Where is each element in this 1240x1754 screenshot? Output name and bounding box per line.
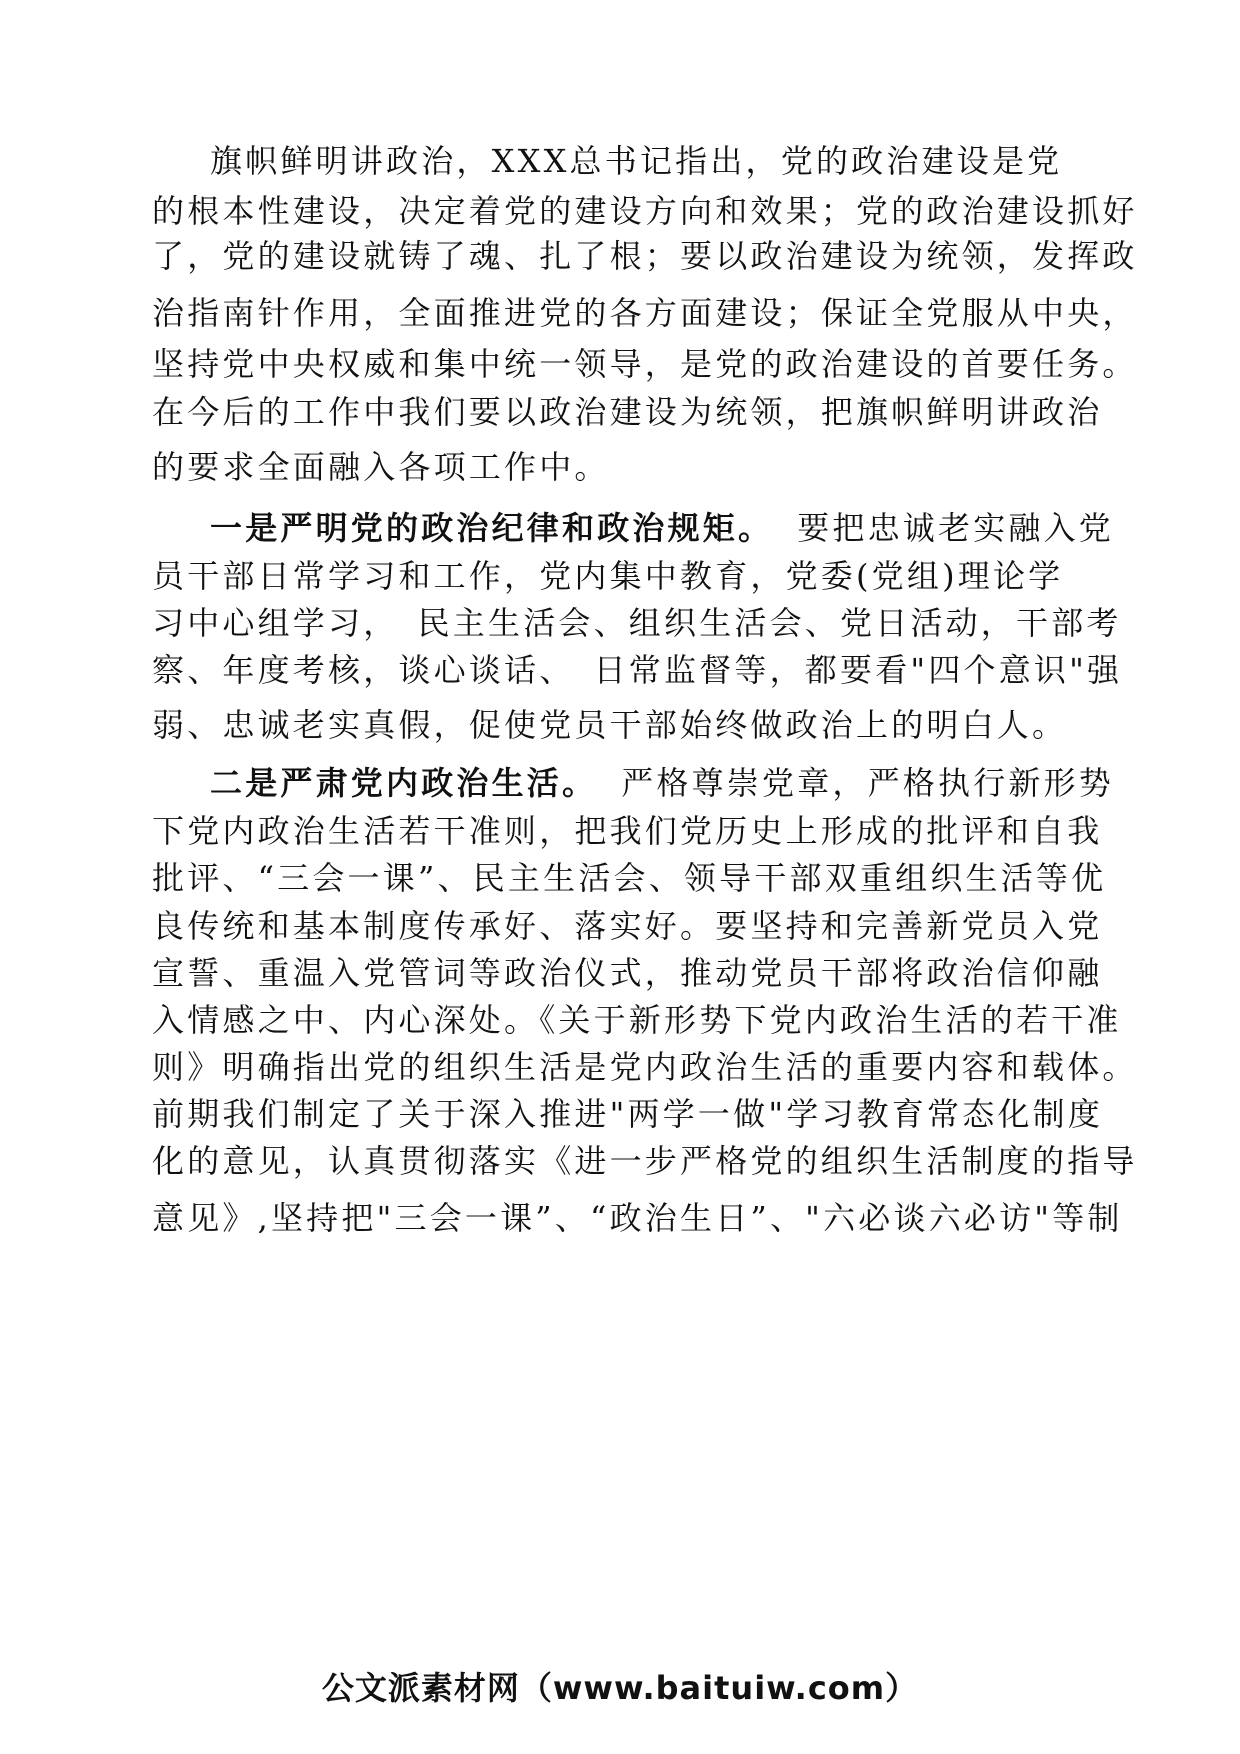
paragraph-3-line-9: 化的意见，认真贯彻落实《进一步严格党的组织生活制度的指导 [152,1142,1138,1180]
paragraph-3-line-5: 宣誓、重温入党管词等政治仪式，推动党员干部将政治信仰融 [152,954,1103,992]
paragraph-1-line-6: 在今后的工作中我们要以政治建设为统领，把旗帜鲜明讲政治 [152,393,1103,431]
paragraph-3-line-3: 批评、“三会一课”、民主生活会、领导干部双重组织生活等优 [152,859,1107,897]
section-heading-1: 一是严明党的政治纪律和政治规矩。 [210,509,774,547]
paragraph-1-line-2: 的根本性建设，决定着党的建设方向和效果；党的政治建设抓好 [152,192,1138,230]
paragraph-3-line-1 [210,763,1114,803]
paragraph-3-line-10: 意见》,坚持把"三会一课”、“政治生日”、"六必谈六必访"等制 [152,1199,1123,1237]
paragraph-1-line-3: 了，党的建设就铸了魂、扎了根；要以政治建设为统领，发挥政 [152,237,1138,275]
paragraph-2-line-2: 员干部日常学习和工作，党内集中教育，党委(党组)理论学 [152,557,1064,595]
paragraph-3-line-6: 入情感之中、内心深处。《关于新形势下党内政治生活的若干准 [152,1001,1122,1039]
paragraph-3-line-4: 良传统和基本制度传承好、落实好。要坚持和完善新党员入党 [152,907,1103,945]
paragraph-3-line-7: 则》明确指出党的组织生活是党内政治生活的重要内容和载体。 [152,1048,1138,1086]
paragraph-3-line-2: 下党内政治生活若干准则，把我们党历史上形成的批评和自我 [152,812,1103,850]
paragraph-2-line-1-text: 要把忠诚老实融入党 [797,509,1115,547]
paragraph-1-line-4: 治指南针作用，全面推进党的各方面建设；保证全党服从中央， [152,294,1138,332]
paragraph-2-line-4: 察、年度考核，谈心谈话、 日常监督等，都要看"四个意识"强 [152,651,1123,689]
paragraph-3-line-8: 前期我们制定了关于深入推进"两学一做"学习教育常态化制度 [152,1095,1104,1133]
paragraph-2-line-5: 弱、忠诚老实真假，促使党员干部始终做政治上的明白人。 [152,706,1068,744]
paragraph-2-line-3: 习中心组学习， 民主生活会、组织生活会、党日活动，干部考 [152,604,1122,642]
paragraph-1-line-5: 坚持党中央权威和集中统一领导，是党的政治建设的首要任务。 [152,345,1138,383]
footer-watermark: 公文派素材网（www.baituiw.com） [321,1669,919,1707]
paragraph-1-line-7: 的要求全面融入各项工作中。 [152,448,610,486]
paragraph-3-line-1-text: 严格尊崇党章，严格执行新形势 [621,764,1115,802]
paragraph-2-line-1 [210,508,1114,548]
paragraph-1-line-1: 旗帜鲜明讲政治，XXX总书记指出，党的政治建设是党 [210,142,1063,180]
section-heading-2: 二是严肃党内政治生活。 [210,764,598,802]
